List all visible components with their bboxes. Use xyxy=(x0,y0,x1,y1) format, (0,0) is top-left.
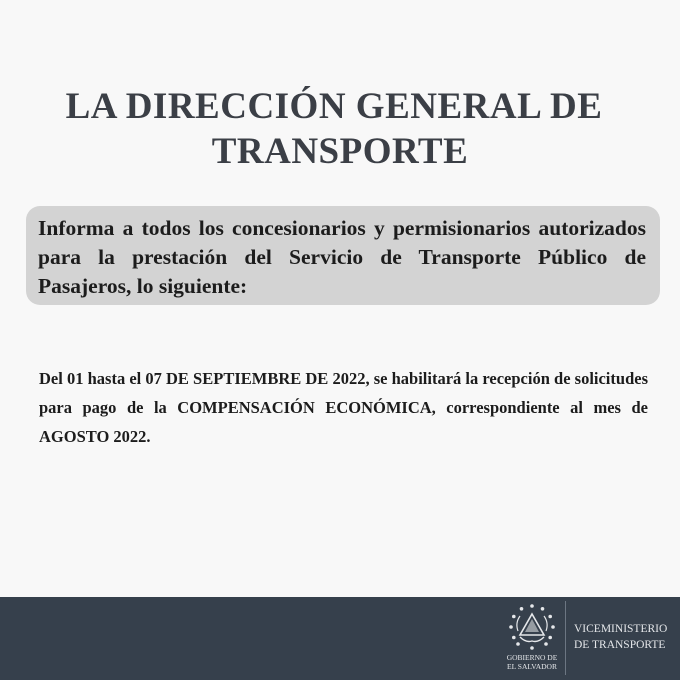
title-line-2: TRANSPORTE xyxy=(211,131,469,172)
vice-label-line-1: VICEMINISTERIO xyxy=(574,623,668,635)
gov-label-line-1: GOBIERNO DE xyxy=(506,653,558,662)
notice-text: Informa a todos los concesionarios y permisionarios autorizados para la prestación del Servicio de Transporte Público de Pasajeros, lo siguiente: xyxy=(38,216,646,298)
announcement-text: Del 01 hasta el 07 DE SEPTIEMBRE DE 2022, se habilitará la recepción de solicitudes para pago de la COMPENSACIÓN ECONÓMICA, correspondiente al mes de AGOSTO 2022. xyxy=(39,369,648,446)
footer-bar xyxy=(0,597,680,680)
viceministry-label xyxy=(574,621,667,653)
footer-divider xyxy=(565,601,566,675)
page-title xyxy=(0,84,680,174)
el-salvador-coat-of-arms-icon xyxy=(506,601,558,653)
government-label xyxy=(492,653,572,671)
notice-box xyxy=(26,206,660,305)
title-line-1: LA DIRECCIÓN GENERAL DE xyxy=(65,86,603,127)
vice-label-line-2: DE TRANSPORTE xyxy=(574,639,666,651)
gov-label-line-2: EL SALVADOR xyxy=(507,662,557,671)
